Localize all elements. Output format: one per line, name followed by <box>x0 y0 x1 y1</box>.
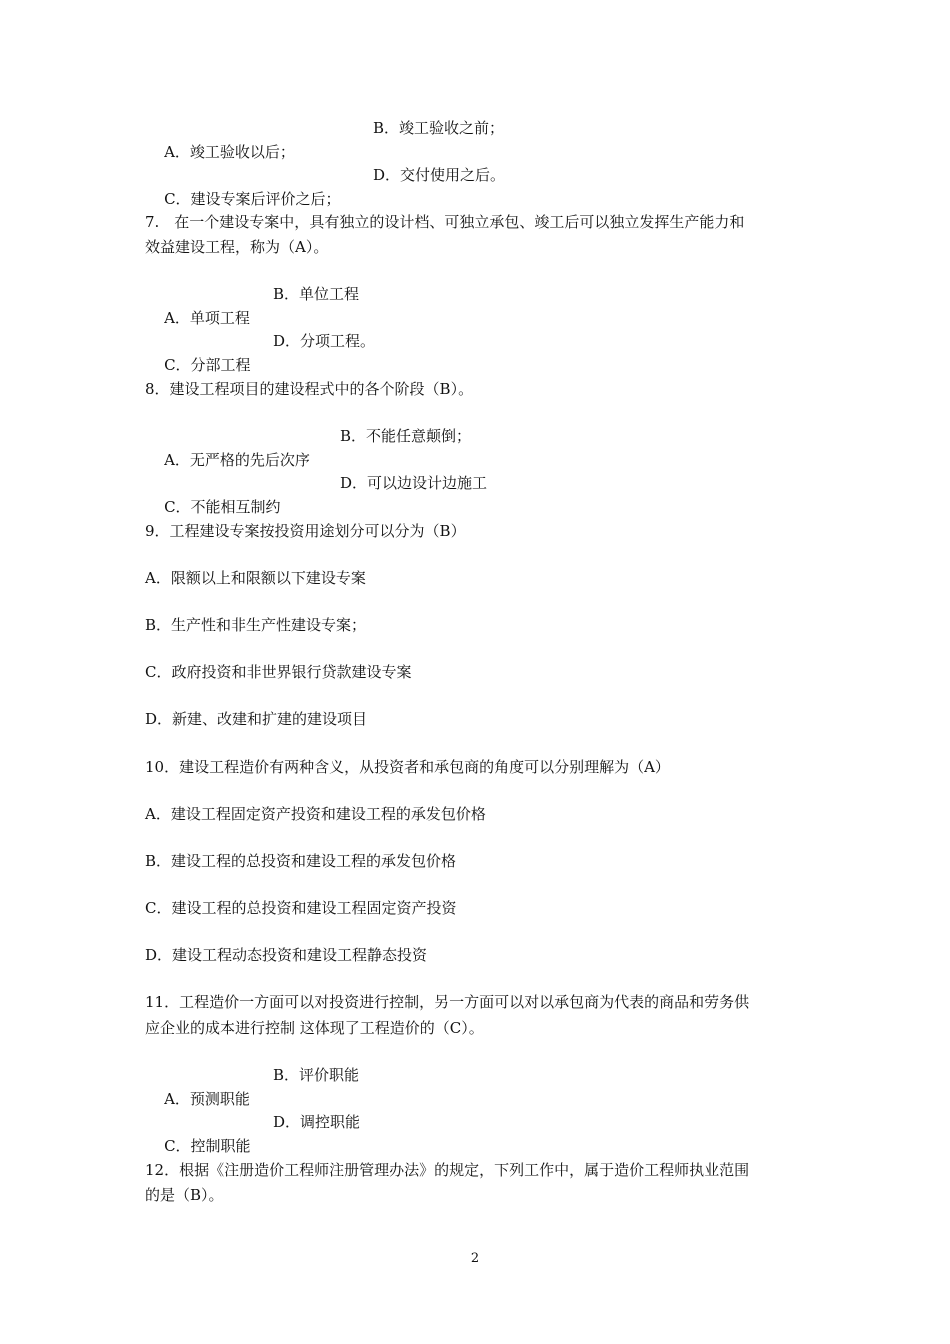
q12-stem-line-2: 的是（B）。 <box>145 1186 224 1204</box>
q8-option-d: D．可以边设计边施工 <box>340 474 488 492</box>
q10-option-a: A．建设工程固定资产投资和建设工程的承发包价格 <box>145 805 486 823</box>
q10-stem: 10．建设工程造价有两种含义，从投资者和承包商的角度可以分别理解为（A） <box>145 758 670 776</box>
q7-option-d: D．分项工程。 <box>273 332 376 350</box>
q7-options-row-2 <box>145 329 376 374</box>
q7-option-c: C．分部工程 <box>164 356 251 374</box>
q11-option-a: A．预测职能 <box>164 1090 250 1108</box>
q10-option-d: D．建设工程动态投资和建设工程静态投资 <box>145 946 428 964</box>
q6-option-b: B．竣工验收之前； <box>373 119 505 137</box>
q9-option-b: B．生产性和非生产性建设专案； <box>145 616 367 634</box>
q9-option-d: D．新建、改建和扩建的建设项目 <box>145 710 368 728</box>
q11-option-c: C．控制职能 <box>164 1137 251 1155</box>
q7-stem-line-2: 效益建设工程，称为（A）。 <box>145 238 329 256</box>
page-number: 2 <box>470 1251 480 1266</box>
q9-stem: 9．工程建设专案按投资用途划分可以分为（B） <box>145 522 466 540</box>
q12-stem-line-1: 12．根据《注册造价工程师注册管理办法》的规定，下列工作中，属于造价工程师执业范围 <box>145 1161 750 1179</box>
q6-options-row-2 <box>145 163 506 208</box>
q8-option-a: A．无严格的先后次序 <box>164 451 310 469</box>
q11-option-b: B．评价职能 <box>273 1066 360 1084</box>
q11-options-row-2 <box>145 1110 361 1155</box>
q8-options-row-1 <box>145 424 472 469</box>
q11-options-row-1 <box>145 1063 360 1108</box>
q7-stem-line-1: 7. 在一个建设专案中，具有独立的设计档、可独立承包、竣工后可以独立发挥生产能力和 <box>145 213 745 231</box>
q8-option-c: C．不能相互制约 <box>164 498 281 516</box>
q10-option-b: B．建设工程的总投资和建设工程的承发包价格 <box>145 852 457 870</box>
q6-option-a: A．竣工验收以后； <box>164 143 295 161</box>
q6-option-d: D．交付使用之后。 <box>373 166 506 184</box>
q9-option-a: A．限额以上和限额以下建设专案 <box>145 569 366 587</box>
q8-stem: 8．建设工程项目的建设程式中的各个阶段（B）。 <box>145 380 474 398</box>
q6-options-row-1 <box>145 116 505 161</box>
q9-option-c: C．政府投资和非世界银行贷款建设专案 <box>145 663 412 681</box>
q6-option-c: C．建设专案后评价之后； <box>164 190 341 208</box>
q11-stem-line-2: 应企业的成本进行控制 这体现了工程造价的（C）。 <box>145 1019 484 1037</box>
q7-option-b: B．单位工程 <box>273 285 360 303</box>
q11-stem-line-1: 11．工程造价一方面可以对投资进行控制，另一方面可以对以承包商为代表的商品和劳务供 <box>145 993 750 1011</box>
q8-option-b: B．不能任意颠倒； <box>340 427 472 445</box>
q7-option-a: A．单项工程 <box>164 309 250 327</box>
q8-options-row-2 <box>145 471 488 516</box>
q10-option-c: C．建设工程的总投资和建设工程固定资产投资 <box>145 899 457 917</box>
q11-option-d: D．调控职能 <box>273 1113 361 1131</box>
q7-options-row-1 <box>145 282 360 327</box>
